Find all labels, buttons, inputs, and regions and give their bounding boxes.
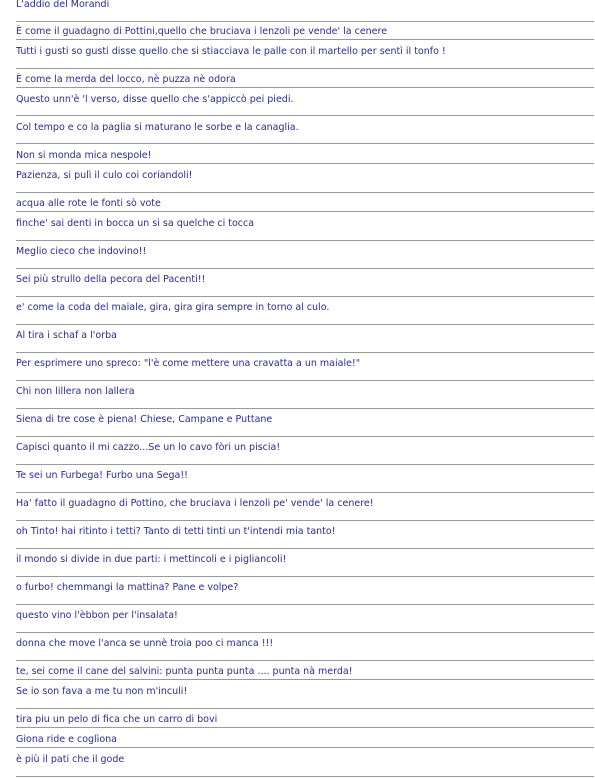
divider [16, 708, 594, 709]
divider [16, 776, 594, 777]
list-item: L'addio del Morandi [16, 0, 110, 10]
divider [16, 604, 594, 605]
list-item: donna che move l'anca se unnè troia poo ci manca !!! [16, 638, 274, 649]
list-item: questo vino l'èbbon per l'insalata! [16, 610, 178, 621]
list-item: È come il guadagno di Pottini,quello che bruciava i lenzoli pe vende' la cenere [16, 26, 388, 37]
list-item: te, sei come il cane del salvini: punta punta punta .... punta nà merda! [16, 666, 353, 677]
divider [16, 464, 594, 465]
list-item: È come la merda del locco, nè puzza nè odora [16, 74, 236, 85]
divider [16, 436, 594, 437]
list-item: Pazienza, si pulì il culo coi coriandoli! [16, 170, 193, 181]
divider [16, 115, 594, 116]
divider [16, 211, 594, 212]
list-item: Meglio cieco che indovino!! [16, 246, 147, 257]
divider [16, 240, 594, 241]
divider [16, 87, 594, 88]
divider [16, 548, 594, 549]
list-item: Siena di tre cose è piena! Chiese, Campane e Puttane [16, 414, 273, 425]
list-item: Al tira i schaf a l'orba [16, 330, 117, 341]
divider [16, 747, 594, 748]
divider [16, 408, 594, 409]
divider [16, 296, 594, 297]
list-item: tira piu un pelo di fica che un carro di bovi [16, 714, 218, 725]
divider [16, 727, 594, 728]
divider [16, 352, 594, 353]
list-item: acqua alle rote le fonti sò vote [16, 198, 161, 209]
divider [16, 192, 594, 193]
list-item: Per esprimere uno spreco: "l'è come mettere una cravatta a un maiale!" [16, 358, 361, 369]
list-item: Ha' fatto il guadagno di Pottino, che bruciava i lenzoli pe' vende' la cenere! [16, 498, 374, 509]
list-item: finche' sai denti in bocca un si sa quelche ci tocca [16, 218, 255, 229]
divider [16, 68, 594, 69]
list-item: è più il pati che il gode [16, 754, 125, 765]
list-item: Tutti i gusti so gusti disse quello che si stiacciava le palle con il martello per sentì il tonfo ! [16, 46, 446, 57]
list-item: Se io son fava a me tu non m'inculi! [16, 686, 188, 697]
list-item: e' come la coda del maiale, gira, gira gira sempre in torno al culo. [16, 302, 330, 313]
list-item: Non si monda mica nespole! [16, 150, 152, 161]
divider [16, 163, 594, 164]
list-item: o furbo! chemmangi la mattina? Pane e volpe? [16, 582, 239, 593]
list-item: Chi non lillera non lallera [16, 386, 135, 397]
divider [16, 324, 594, 325]
list-item: Capisci quanto il mi cazzo...Se un lo cavo fòri un piscia! [16, 442, 281, 453]
divider [16, 143, 594, 144]
divider [16, 39, 594, 40]
list-item: oh Tinto! hai ritinto i tetti? Tanto di tetti tinti un t'intendi mia tanto! [16, 526, 336, 537]
divider [16, 380, 594, 381]
divider [16, 632, 594, 633]
divider [16, 492, 594, 493]
divider [16, 520, 594, 521]
list-item: Giona ride e coglìona [16, 734, 117, 745]
divider [16, 21, 594, 22]
list-item: Col tempo e co la paglia si maturano le sorbe e la canaglia. [16, 122, 299, 133]
list-item: Te sei un Furbega! Furbo una Sega!! [16, 470, 188, 481]
divider [16, 576, 594, 577]
list-item: Sei più strullo della pecora del Pacenti!! [16, 274, 206, 285]
divider [16, 660, 594, 661]
list-item: il mondo si divide in due parti: i mettincoli e i pigliancoli! [16, 554, 287, 565]
list-item: Questo unn'è 'l verso, disse quello che s'appiccò pei piedi. [16, 94, 294, 105]
divider [16, 268, 594, 269]
divider [16, 679, 594, 680]
